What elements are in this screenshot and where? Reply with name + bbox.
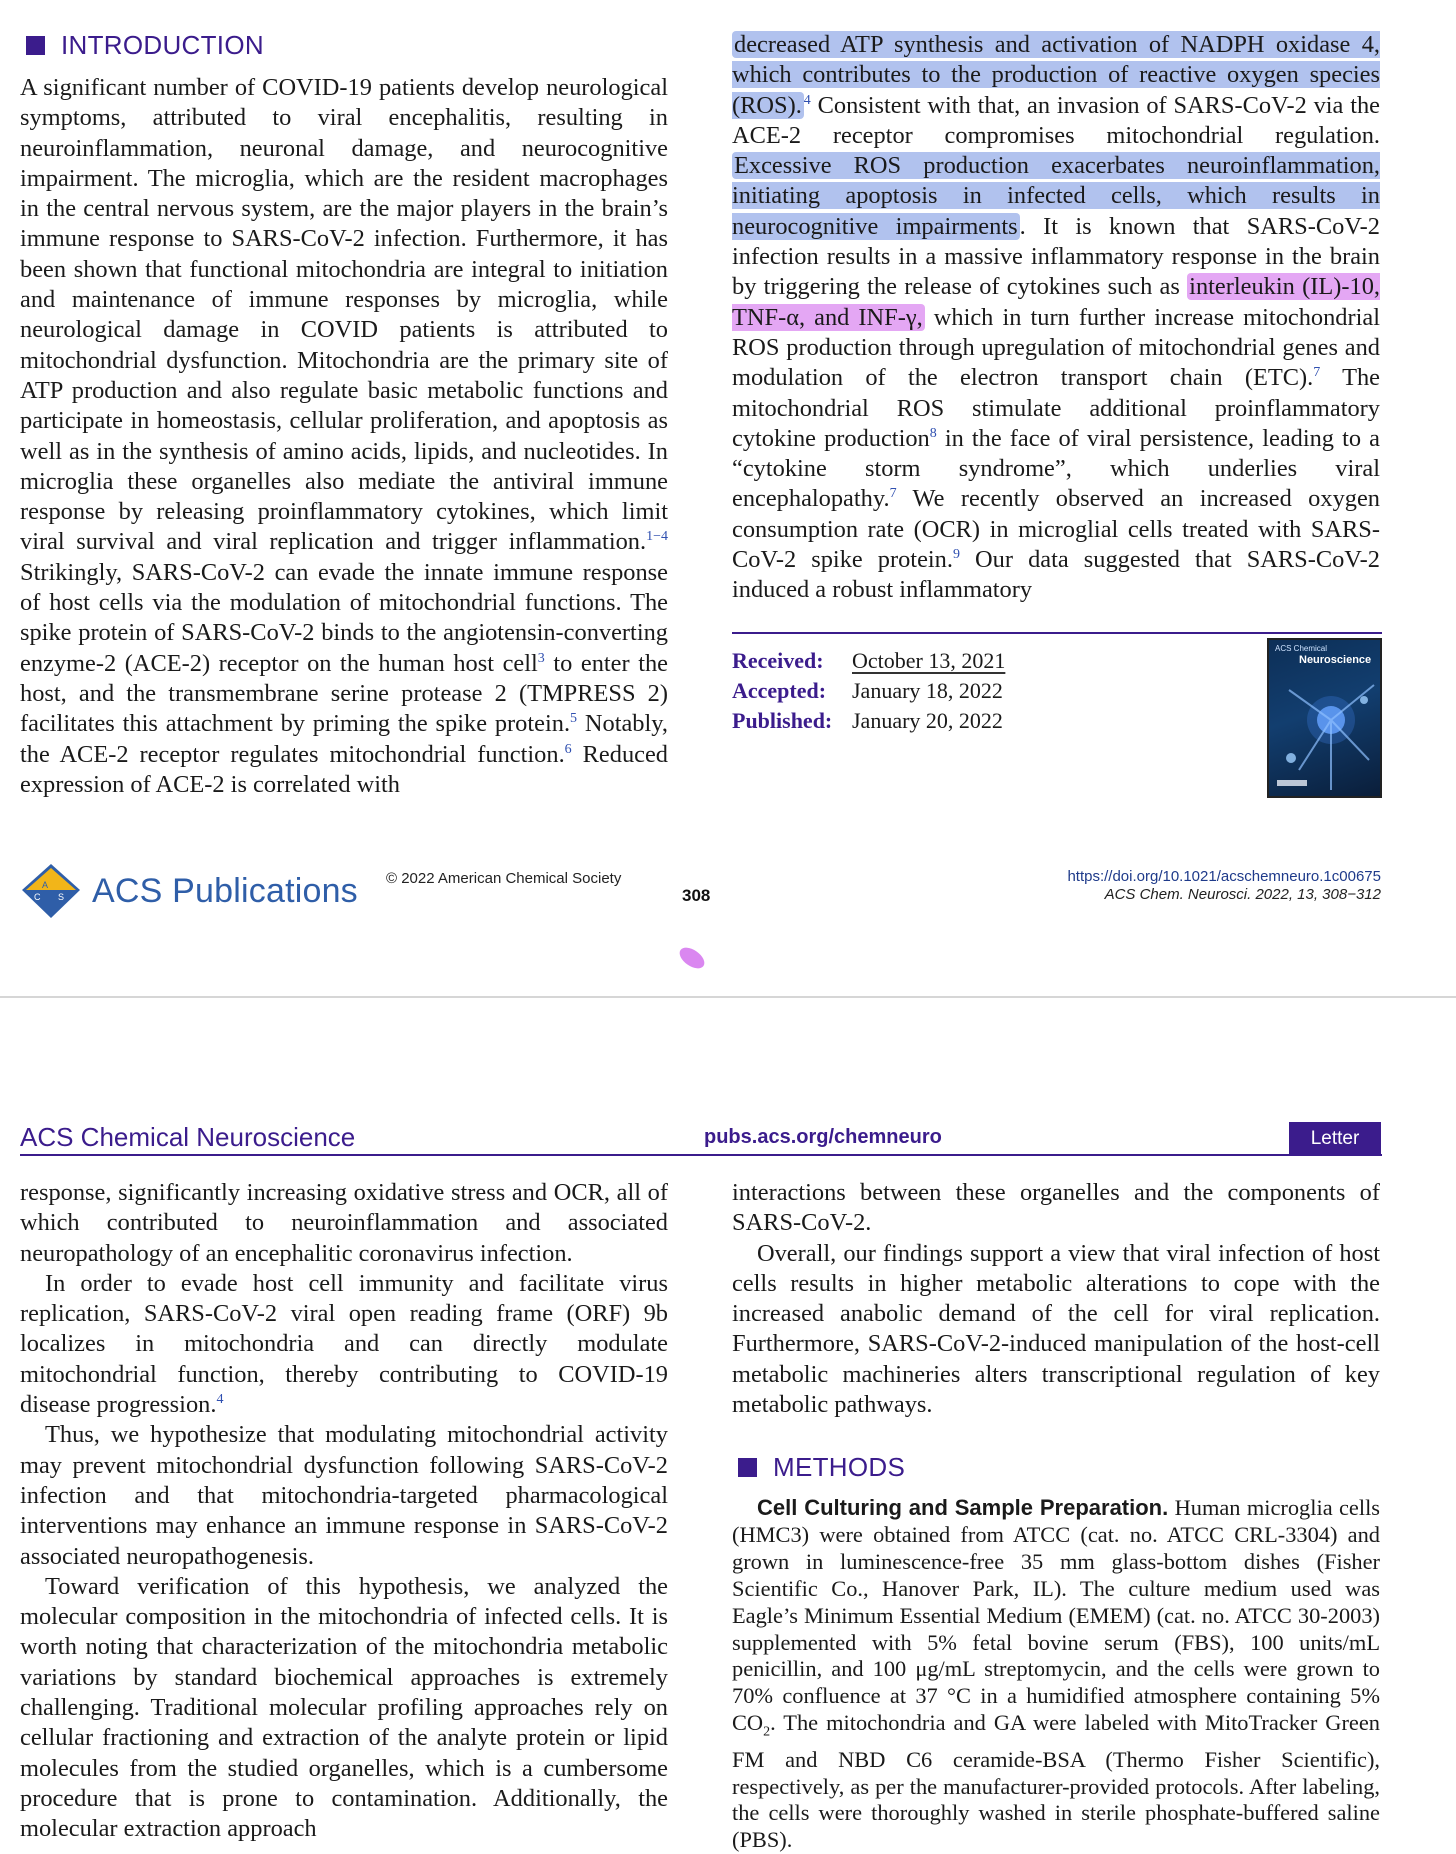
reference-link[interactable]: 3 (537, 650, 545, 666)
text-run: Our data suggested that SARS-CoV-2 induced a robust inflammatory (732, 546, 1380, 604)
reference-link[interactable]: 7 (889, 486, 897, 502)
blue-highlight[interactable]: Excessive ROS production exacerbates neuroinflammation, initiating apoptosis in infected cells, which results in neurocognitive impairments (732, 152, 1380, 240)
svg-text:S: S (58, 892, 65, 902)
text-run: Human microglia cells (HMC3) were obtained from ATCC (cat. no. ATCC CRL-3304) and grown in luminescence-free 35 mm glass-bottom dishes (Fisher Scientific Co., Hanover Park, IL). The culture medium used was Eagle’s Minimum Essential Medium (EMEM) (cat. no. ATCC 30-2003) supplemented with 5% fetal bovine serum (FBS), 100 units/mL penicillin, and 100 μg/mL streptomycin, and the cells were grown to 70% confluence at 37 °C in a humidified atmosphere containing 5% CO (732, 1495, 1381, 1736)
date-value: October 13, 2021 (852, 648, 1006, 673)
doi-link[interactable]: https://doi.org/10.1021/acschemneuro.1c00675 (1067, 868, 1381, 885)
citation-line: ACS Chem. Neurosci. 2022, 13, 308−312 (1104, 886, 1381, 903)
methods-heading (738, 1452, 905, 1483)
text-run: to enter the host, and the transmembrane serine protease 2 (TMPRESS 2) facilitates this attachment by priming the spike protein. (20, 649, 668, 738)
date-value: January 20, 2022 (852, 708, 1003, 733)
page2-right-column (732, 1178, 1380, 1420)
journal-cover-thumbnail[interactable] (1267, 638, 1382, 798)
journal-title: ACS Chemical Neuroscience (20, 1122, 356, 1152)
journal-url-link[interactable]: pubs.acs.org/chemneuro (704, 1126, 942, 1148)
run-in-heading: Cell Culturing and Sample Preparation. (757, 1495, 1169, 1520)
text-run: in the face of viral persistence, leading to a “cytokine storm syndrome”, which underlies viral encephalopathy. (732, 424, 1380, 513)
text-run: A significant number of COVID-19 patients develop neurological symptoms, attributed to viral encephalitis, resulting in neuroinflammation, neuronal damage, and neurocognitive impairment. The microglia, which are the resident macrophages in the central nervous system, are the major players in the brain’s immune response to SARS-CoV-2 infection. Furthermore, it has been shown that functional mitochondria are integral to initiation and maintenance of immune responses by microglia, while neurological damage in COVID patients is attributed to mitochondrial dysfunction. Mitochondria are the primary site of ATP production and also regulate basic metabolic functions and participate in homeostasis, cellular proliferation, and apoptosis as well as in the synthesis of amino acids, lipids, and nucleotides. In microglia these organelles also mediate the antiviral immune response by releasing proinflammatory cytokines, which limit viral survival and viral replication and trigger inflammation. (20, 74, 668, 556)
article-dates (732, 646, 1005, 736)
reference-link[interactable]: 7 (1313, 365, 1321, 381)
paragraph: Overall, our findings support a view that viral infection of host cells results in higher metabolic alterations to cope with the increased anabolic demand of the cell for viral replication. Furthermore, SARS-CoV-2-induced manipulation of the host-cell metabolic machineries alters transcriptional regulation of key metabolic pathways. (732, 1239, 1380, 1419)
pink-ink-mark-icon (672, 938, 712, 978)
intro-paragraph-continued (732, 30, 1380, 606)
article-type-badge: Letter (1289, 1122, 1381, 1156)
text-run: . The mitochondria and GA were labeled with MitoTracker Green FM and NBD C6 ceramide-BSA (Thermo Fisher Scientific), respectively, as per the manufacturer-provided protocols. After labeling, the cells were thoroughly washed in sterile phosphate-buffered saline (PBS). (732, 1710, 1380, 1853)
reference-link[interactable]: 4 (216, 1391, 224, 1407)
acs-publications-logo[interactable] (20, 862, 358, 920)
pink-highlight[interactable]: interleukin (IL)-10, TNF-α, and INF-γ, (732, 273, 1380, 331)
reference-link[interactable]: 5 (570, 711, 578, 727)
date-label: Published: (732, 708, 833, 733)
subscript: 2 (763, 1724, 771, 1740)
text-run: which in turn further increase mitochondrial ROS production through upregulation of mitochondrial genes and modulation of the electron transport chain (ETC). (732, 303, 1381, 392)
blue-highlight[interactable]: decreased ATP synthesis and activation of NADPH oxidase 4, which contributes to the production of reactive oxygen species (ROS). (732, 31, 1380, 119)
date-received (732, 646, 1005, 676)
svg-text:A: A (42, 880, 49, 890)
intro-left-column (20, 73, 668, 800)
reference-link[interactable]: 1−4 (646, 529, 668, 545)
paragraph: Thus, we hypothesize that modulating mitochondrial activity may prevent mitochondrial dysfunction following SARS-CoV-2 infection and that mitochondria-targeted pharmacological interventions may enhance an immune response in SARS-CoV-2 associated neuropathogenesis. (20, 1421, 668, 1570)
methods-column (732, 1495, 1380, 1854)
svg-text:C: C (34, 892, 41, 902)
publisher-name: ACS Publications (92, 871, 358, 910)
reference-link[interactable]: 9 (952, 546, 960, 562)
text-run: Consistent with that, an invasion of SARS-CoV-2 via the ACE-2 receptor compromises mitochondrial regulation. (732, 91, 1380, 149)
text-run: . It is known that SARS-CoV-2 infection results in a massive inflammatory response in the brain by triggering the release of cytokines such as (732, 212, 1381, 301)
copyright-notice: © 2022 American Chemical Society (386, 870, 622, 887)
date-accepted (732, 676, 1005, 706)
page-number: 308 (682, 886, 711, 905)
date-label: Accepted: (732, 678, 827, 703)
paragraph (20, 1269, 668, 1420)
text-run: Strikingly, SARS-CoV-2 can evade the innate immune response of host cells via the modulation of mitochondrial functions. The spike protein of SARS-CoV-2 binds to the angiotensin-converting enzyme-2 (ACE-2) receptor on the human host cell (20, 558, 668, 677)
text-run: We recently observed an increased oxygen consumption rate (OCR) in microglial cells treated with SARS-CoV-2 spike protein. (732, 485, 1380, 574)
text-run: The mitochondrial ROS stimulate additional proinflammatory cytokine production (732, 364, 1381, 452)
date-label: Received: (732, 648, 824, 673)
introduction-heading (26, 30, 264, 61)
header-rule (20, 1154, 1382, 1156)
introduction-heading-text: INTRODUCTION (61, 30, 264, 60)
date-value: January 18, 2022 (852, 678, 1003, 703)
methods-heading-text: METHODS (773, 1452, 906, 1482)
paragraph: response, significantly increasing oxidative stress and OCR, all of which contributed to neuroinflammation and associated neuropathology of an encephalitic coronavirus infection. (20, 1179, 668, 1267)
section-square-icon (26, 36, 45, 55)
neuron-illustration-icon (1269, 640, 1384, 800)
text-run: In order to evade host cell immunity and facilitate virus replication, SARS-CoV-2 viral open reading frame (ORF) 9b localizes in mitochondria and can directly modulate mitochondrial function, thereby contributing to COVID-19 disease progression. (20, 1269, 668, 1419)
methods-paragraph (732, 1495, 1380, 1854)
intro-right-column (732, 30, 1380, 606)
paragraph: Toward verification of this hypothesis, we analyzed the molecular composition in the mitochondria of infected cells. It is worth noting that characterization of the mitochondria metabolic variations by standard biochemical approaches is extremely challenging. Traditional molecular profiling approaches rely on cellular fractioning and extraction of the analyte protein or lipid molecules from the studied organelles, which is a cumbersome procedure that is prone to contamination. Additionally, the molecular extraction approach (20, 1572, 668, 1843)
section-square-icon (738, 1458, 757, 1477)
text-run: Notably, the ACE-2 receptor regulates mitochondrial function. (20, 710, 668, 768)
page2-left-column (20, 1178, 668, 1845)
acs-emblem-icon (20, 862, 82, 920)
intro-paragraph (20, 73, 668, 800)
cover-title-small: ACS Chemical (1275, 644, 1328, 653)
reference-link[interactable]: 4 (803, 92, 811, 108)
doi-block (1067, 868, 1381, 904)
paragraph: interactions between these organelles and the components of SARS-CoV-2. (732, 1179, 1380, 1237)
text-run: Reduced expression of ACE-2 is correlated with (20, 740, 668, 798)
page-separator (0, 996, 1456, 998)
reference-link[interactable]: 8 (929, 425, 937, 441)
dates-rule (732, 632, 1382, 634)
cover-title: Neuroscience (1299, 654, 1372, 666)
date-published (732, 706, 1005, 736)
reference-link[interactable]: 6 (564, 741, 572, 757)
